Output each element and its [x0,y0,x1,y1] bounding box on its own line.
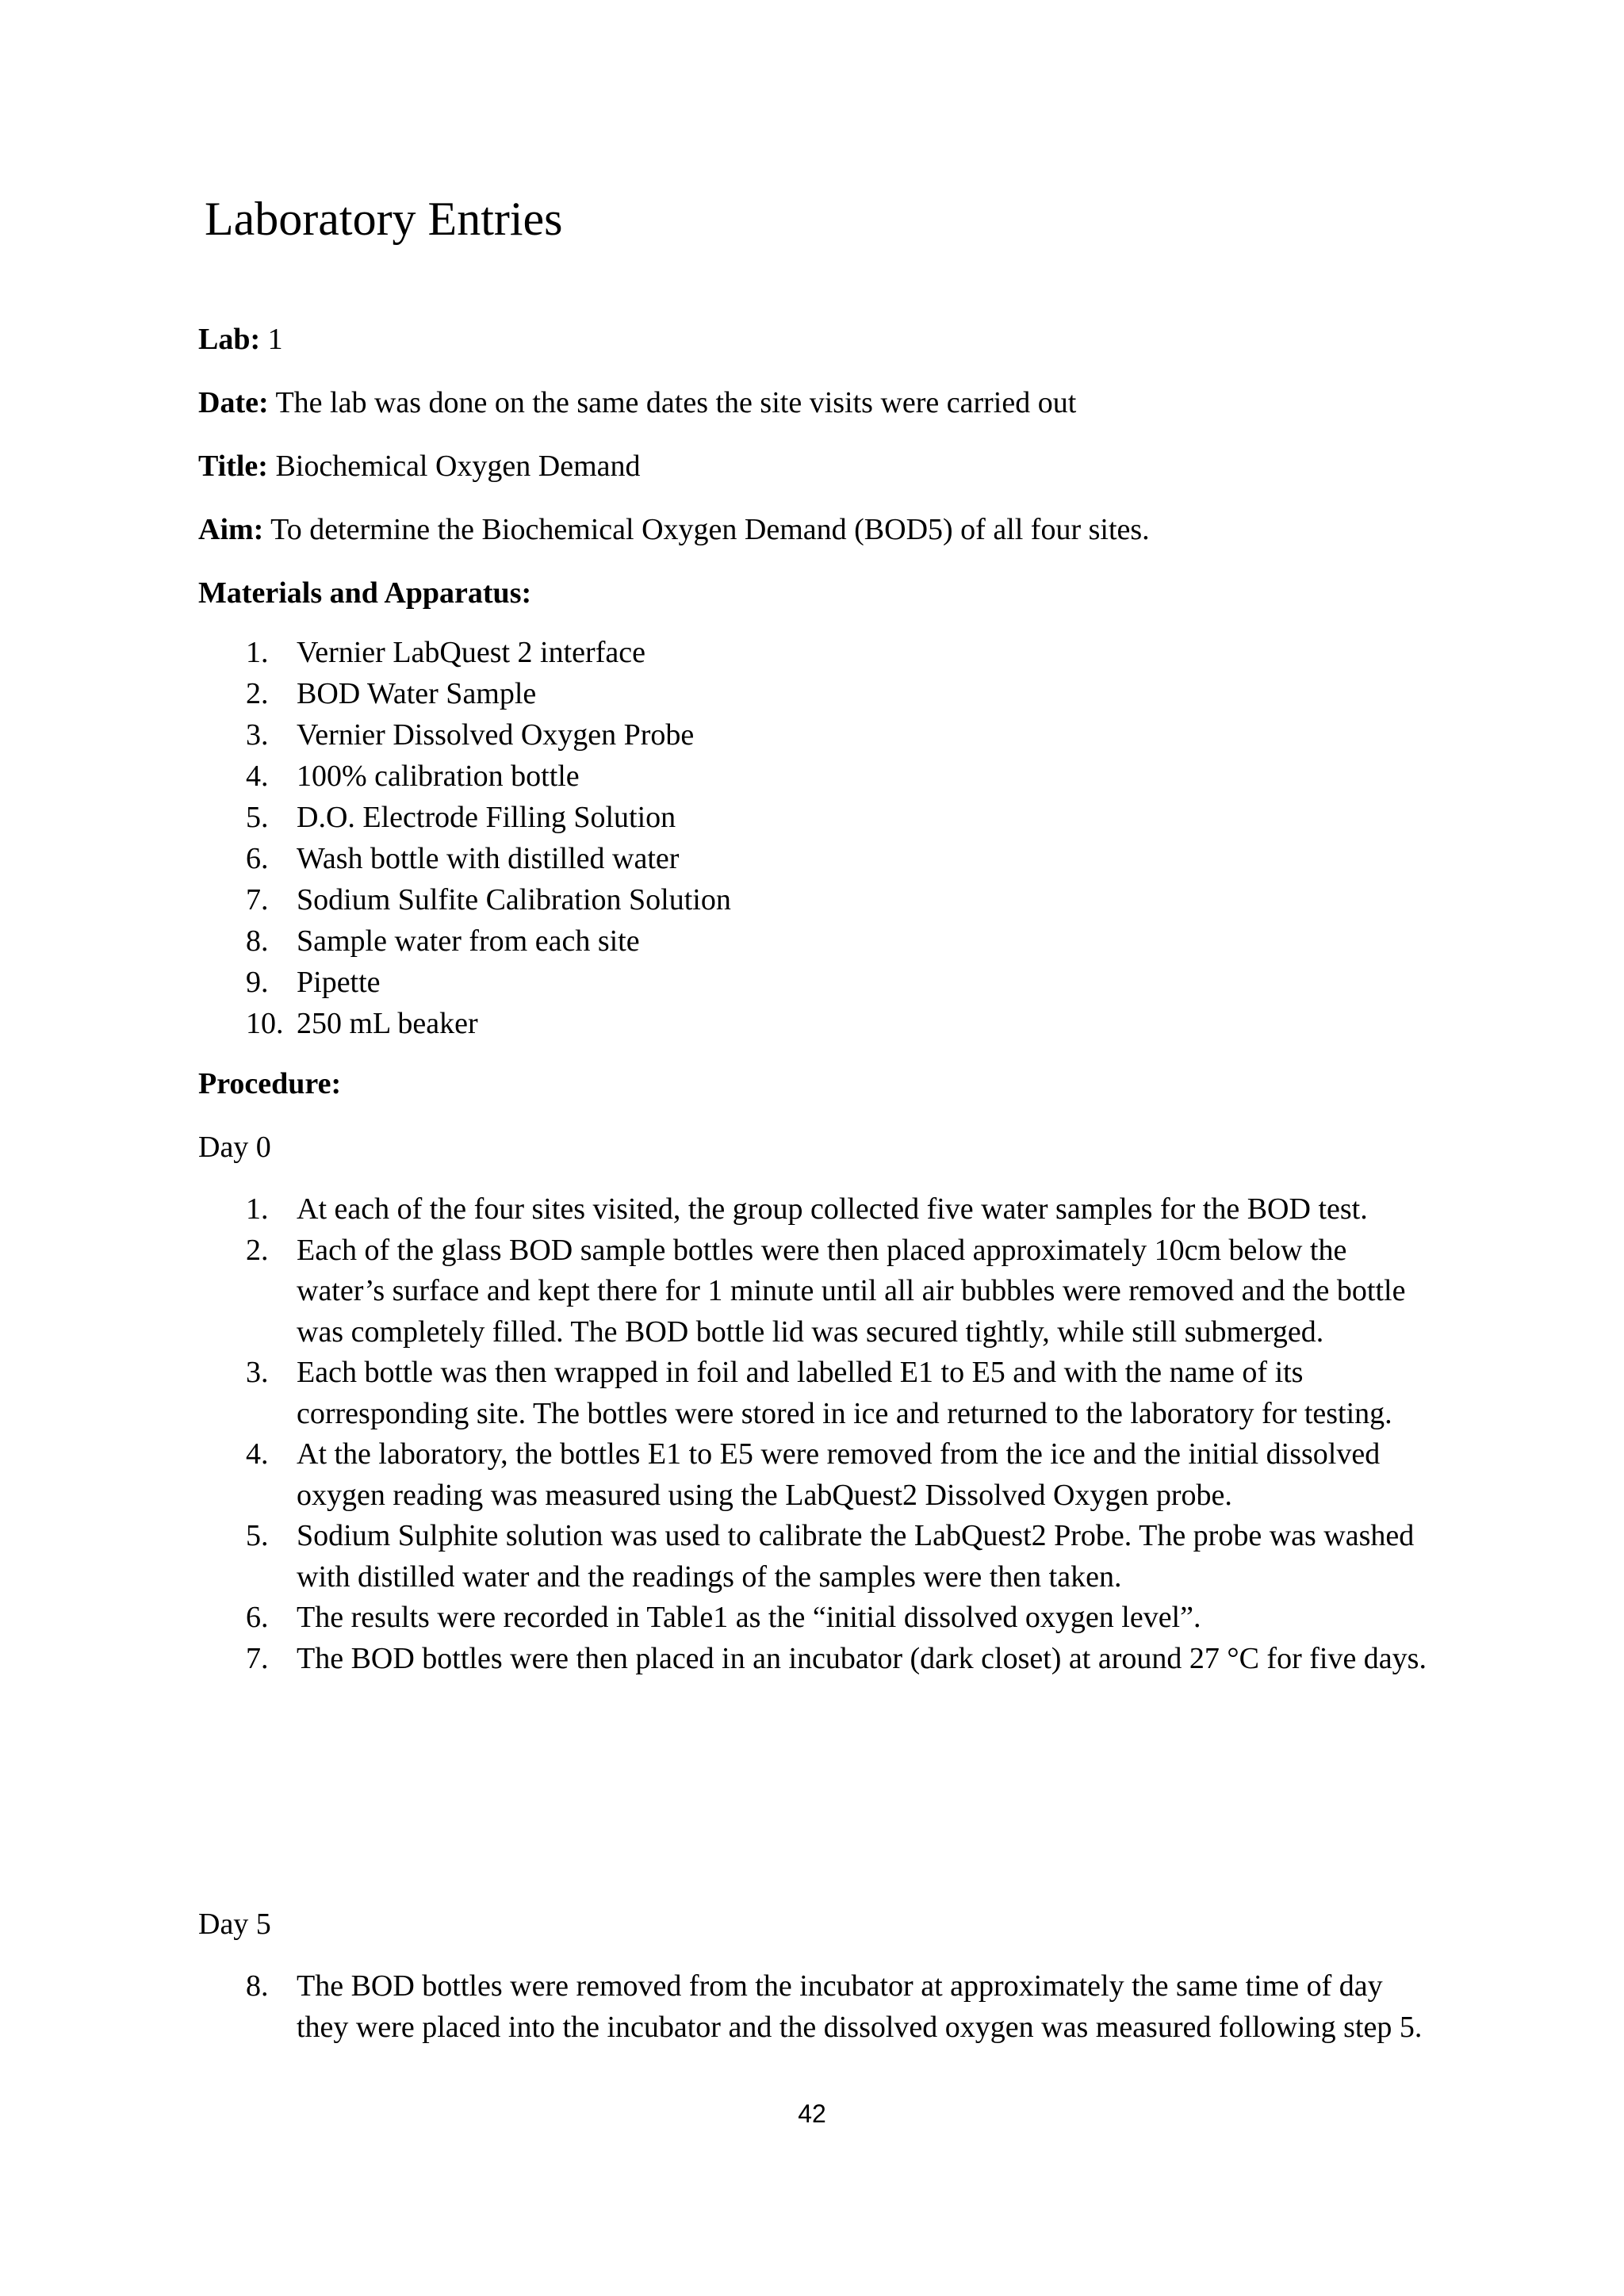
day0-steps [0,1189,1438,1679]
list-item: 4. At the laboratory, the bottles E1 to E5 were removed from the ice and the initial dissolved oxygen reading was measured using the LabQuest2 Dissolved Oxygen probe. [246,1437,1381,1512]
list-item: 7. The BOD bottles were then placed in an incubator (dark closet) at around 27 °C for five days. [246,1641,1427,1675]
list-item: 3. Each bottle was then wrapped in foil and labelled E1 to E5 and with the name of its corresponding site. The bottles were stored in ice and returned to the laboratory for testing. [246,1356,1392,1430]
aim-value: To determine the Biochemical Oxygen Demand (BOD5) of all four sites. [270,513,1150,546]
lab-value: 1 [267,323,283,356]
materials-heading: Materials and Apparatus: [198,576,532,610]
list-item: 2. Each of the glass BOD sample bottles were then placed approximately 10cm below the water’s surface and kept there for 1 minute until all air bubbles were removed and the bottle was completely filled. The BOD bottle lid was secured tightly, while still submerged. [246,1233,1406,1349]
date-value: The lab was done on the same dates the site visits were carried out [275,386,1077,419]
list-item: 6. The results were recorded in Table1 as the “initial dissolved oxygen level”. [246,1601,1201,1634]
title-field [198,449,641,484]
page-title: Laboratory Entries [205,193,563,245]
list-item: 5. Sodium Sulphite solution was used to calibrate the LabQuest2 Probe. The probe was washed with distilled water and the readings of the samples were then taken. [246,1519,1415,1594]
day0-label: Day 0 [198,1131,271,1164]
procedure-heading: Procedure: [198,1067,342,1100]
page-number: 42 [798,2099,826,2128]
lab-label: Lab: [198,323,261,356]
title-value: Biochemical Oxygen Demand [275,450,641,483]
list-item: 8. The BOD bottles were removed from the incubator at approximately the same time of day they were placed into the incubator and the dissolved oxygen was measured following step 5. [246,1969,1423,2044]
day5-label: Day 5 [198,1908,271,1941]
aim-field [198,512,1150,547]
day5-steps [0,1966,1438,2048]
title-label: Title: [198,450,268,483]
list-item: 1. At each of the four sites visited, the group collected five water samples for the BOD test. [246,1192,1368,1226]
date-field [198,385,1076,420]
lab-field [198,322,283,357]
date-label: Date: [198,386,269,419]
document-page: Laboratory Entries Lab: 1 Date: The lab was done on the same dates the site visits were carried out Title: Biochemical Oxygen Demand Aim: To determine the Biochemical Oxygen Demand (BOD5) of all four sites. Materials and Apparatus: 1. Vernier LabQuest 2 interface 2. BOD Water Sample 3. Vernier Dissolved Oxygen Probe 4. 100% calibration bottle 5. D.O. Electrode Filling Solution 6. Wash bottle with distilled water 7. Sodium Sulfite Calibration Solution 8. Sample water from each site 9. Pipette 10. 250 mL beaker Procedure: Day 0 1. At each of the four sites visited, the group collected five water samples for the BOD test. 2. Each of the glass BOD sample bottles were then placed approximately 10cm below the water’s surface and kept there for 1 minute until all air bubbles were removed and the bottle was completely filled. The BOD bottle lid was secured tightly, while still submerged. 3. Each bottle was then wrapped in foil and labelled E1 to E5 and with the name of its corresponding site. The bottles were stored in ice and returned to the laboratory for testing. 4. At the laboratory, the bottles E1 to E5 were removed from the ice and the initial dissolved oxygen reading was measured using the LabQuest2 Dissolved Oxygen probe. 5. Sodium Sulphite solution was used to calibrate the LabQuest2 Probe. The probe was washed with distilled water and the readings of the samples were then taken. 6. The results were recorded in Table1 as the “initial dissolved oxygen level”. 7. The BOD bottles were then placed in an incubator (dark closet) at around 27 °C for five days. Day 5 8. The BOD bottles were removed from the incubator at approximately the same time of day they were placed into the incubator and the dissolved oxygen was measured following step 5. 42 [0,0,1624,2296]
aim-label: Aim: [198,513,264,546]
